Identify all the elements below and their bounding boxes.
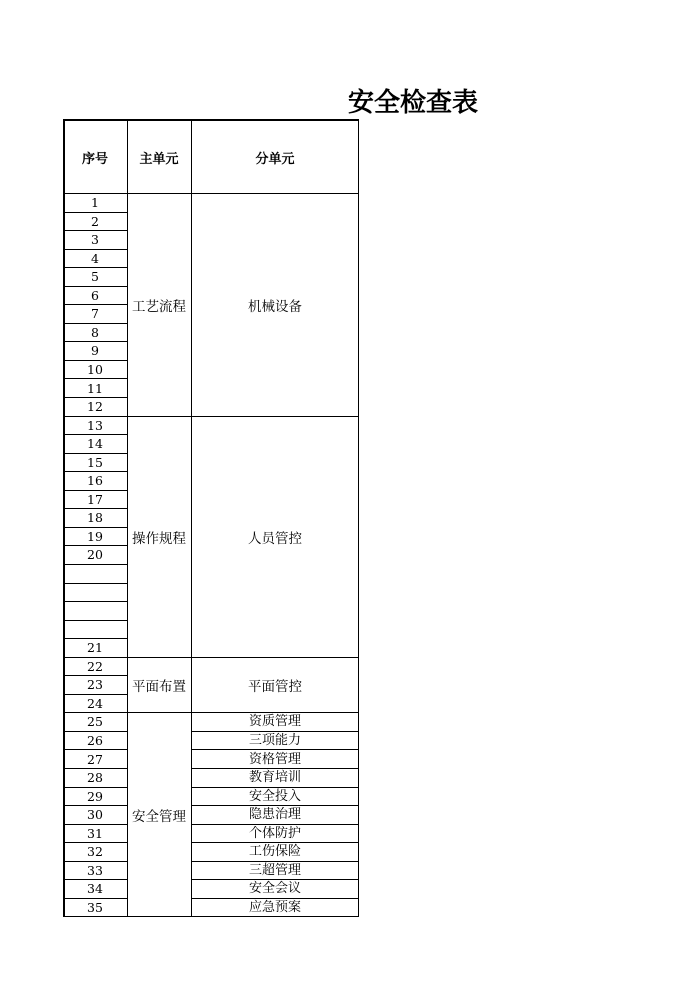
- seq-cell: 23: [63, 676, 127, 695]
- seq-cell: 18: [63, 509, 127, 528]
- grid-line: [63, 119, 65, 917]
- seq-cell: 12: [63, 398, 127, 417]
- sub-unit-cell: 应急预案: [191, 899, 359, 918]
- seq-cell: 17: [63, 491, 127, 510]
- seq-cell: 19: [63, 528, 127, 547]
- sub-unit-cell: 教育培训: [191, 769, 359, 788]
- header-sub-unit: 分单元: [191, 119, 359, 194]
- seq-cell: 10: [63, 361, 127, 380]
- main-unit-cell: 操作规程: [127, 417, 191, 658]
- seq-cell: 32: [63, 843, 127, 862]
- seq-cell: 1: [63, 194, 127, 213]
- sheet-title: 安全检查表: [348, 88, 479, 118]
- sub-unit-cell: 机械设备: [191, 194, 359, 417]
- seq-cell: [63, 602, 127, 621]
- seq-cell: 16: [63, 472, 127, 491]
- seq-cell: 22: [63, 658, 127, 677]
- sub-unit-cell: 资质管理: [191, 713, 359, 732]
- seq-cell: 35: [63, 899, 127, 918]
- sub-unit-cell: 平面管控: [191, 658, 359, 714]
- seq-cell: 15: [63, 454, 127, 473]
- seq-cell: 9: [63, 342, 127, 361]
- seq-cell: 8: [63, 324, 127, 343]
- sub-unit-cell: 三项能力: [191, 732, 359, 751]
- checklist-table: [63, 119, 359, 915]
- seq-cell: 13: [63, 417, 127, 436]
- sub-unit-cell: 隐患治理: [191, 806, 359, 825]
- seq-cell: 4: [63, 250, 127, 269]
- seq-cell: [63, 565, 127, 584]
- seq-cell: 2: [63, 213, 127, 232]
- header-main-unit: 主单元: [127, 119, 191, 194]
- sub-unit-cell: 资格管理: [191, 751, 359, 770]
- seq-cell: [63, 621, 127, 640]
- grid-line: [191, 119, 192, 917]
- seq-cell: 25: [63, 713, 127, 732]
- seq-cell: 5: [63, 268, 127, 287]
- header-seq: 序号: [63, 119, 127, 194]
- seq-cell: 14: [63, 435, 127, 454]
- sub-unit-cell: 工伤保险: [191, 843, 359, 862]
- seq-cell: 21: [63, 639, 127, 658]
- grid-line: [358, 119, 359, 917]
- seq-cell: 34: [63, 880, 127, 899]
- seq-cell: 7: [63, 305, 127, 324]
- sub-unit-cell: 安全会议: [191, 880, 359, 899]
- sub-unit-cell: 三超管理: [191, 862, 359, 881]
- seq-cell: 33: [63, 862, 127, 881]
- seq-cell: [63, 584, 127, 603]
- main-unit-cell: 安全管理: [127, 713, 191, 917]
- sub-unit-cell: 个体防护: [191, 825, 359, 844]
- seq-cell: 24: [63, 695, 127, 714]
- seq-cell: 31: [63, 825, 127, 844]
- main-unit-cell: 工艺流程: [127, 194, 191, 417]
- sub-unit-cell: 人员管控: [191, 417, 359, 658]
- seq-cell: 28: [63, 769, 127, 788]
- main-unit-cell: 平面布置: [127, 658, 191, 714]
- seq-cell: 27: [63, 751, 127, 770]
- seq-cell: 20: [63, 546, 127, 565]
- seq-cell: 29: [63, 788, 127, 807]
- sub-unit-cell: 安全投入: [191, 788, 359, 807]
- seq-cell: 6: [63, 287, 127, 306]
- seq-cell: 11: [63, 380, 127, 399]
- seq-cell: 26: [63, 732, 127, 751]
- grid-line: [127, 119, 128, 917]
- seq-cell: 3: [63, 231, 127, 250]
- seq-cell: 30: [63, 806, 127, 825]
